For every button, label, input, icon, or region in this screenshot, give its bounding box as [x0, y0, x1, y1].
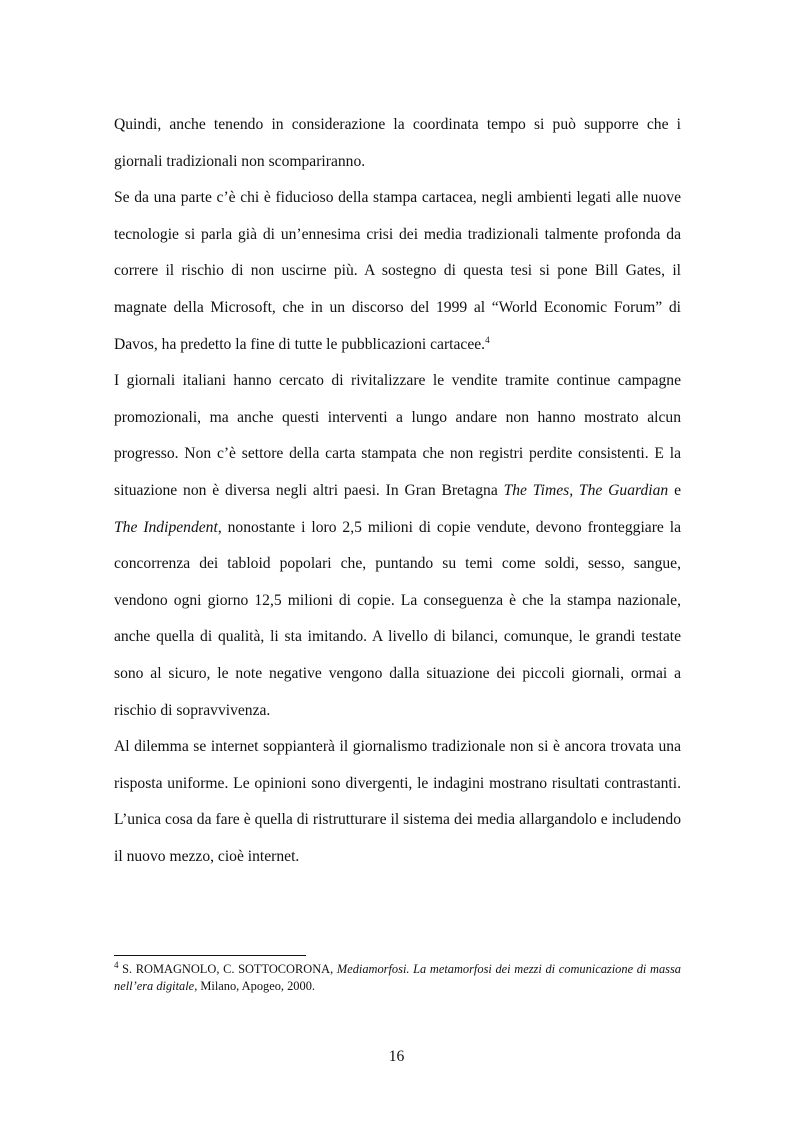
footnote-marker: 4 — [485, 334, 490, 345]
italic-text: Mediamorfosi. La metamorfosi dei mezzi di comunicazione di massa nell’era digitale — [114, 962, 681, 993]
text-run: I giornali italiani hanno cercato di rivitalizzare le vendite tramite continue campagne promozionali, ma anche questi interventi a lungo andare non hanno mostrato alcun progresso. Non c’è settore della carta stampata che non registri perdite consistenti. E la situazione non è diversa negli altri paesi. In Gran Bretagna — [114, 372, 681, 499]
paragraph — [114, 107, 681, 180]
text-run: , Milano, Apogeo, 2000. — [194, 979, 315, 993]
text-run: Al dilemma se internet soppianterà il giornalismo tradizionale non si è ancora trovata una risposta uniforme. Le opinioni sono divergenti, le indagini mostrano risultati contrastanti. L’unica cosa da fare è quella di ristrutturare il sistema dei media allargandolo e includendo il nuovo mezzo, cioè internet. — [114, 738, 681, 865]
footnote-separator — [114, 955, 306, 956]
italic-text: The Times, The Guardian — [503, 481, 669, 499]
body-text — [114, 107, 681, 875]
text-run: S. ROMAGNOLO, C. SOTTOCORONA, — [118, 962, 337, 976]
text-run: Quindi, anche tenendo in considerazione la coordinata tempo si può supporre che i giornali tradizionali non scompariranno. — [114, 116, 681, 170]
text-run: Se da una parte c’è chi è fiducioso della stampa cartacea, negli ambienti legati alle nuove tecnologie si parla già di un’ennesima crisi dei media tradizionali talmente profonda da correre il rischio di non uscirne più. A sostegno di questa tesi si pone Bill Gates, il magnate della Microsoft, che in un discorso del 1999 al “World Economic Forum” di Davos, ha predetto la fine di tutte le pubblicazioni cartacee. — [114, 189, 681, 353]
page-number: 16 — [388, 1048, 405, 1065]
paragraph — [114, 180, 681, 363]
paragraph — [114, 729, 681, 875]
footnote — [114, 961, 681, 995]
text-run: e — [668, 481, 681, 499]
paragraph — [114, 363, 681, 729]
footnote-marker: 4 — [114, 959, 119, 970]
text-run: , nonostante i loro 2,5 milioni di copie vendute, devono fronteggiare la concorrenza dei tabloid popolari che, puntando su temi come soldi, sesso, sangue, vendono ogni giorno 12,5 milioni di copie. La conseguenza è che la stampa nazionale, anche quella di qualità, li sta imitando. A livello di bilanci, comunque, le grandi testate sono al sicuro, le note negative vengono dalla situazione dei piccoli giornali, ormai a rischio di sopravvivenza. — [114, 518, 681, 719]
italic-text: The Indipendent — [114, 518, 218, 536]
